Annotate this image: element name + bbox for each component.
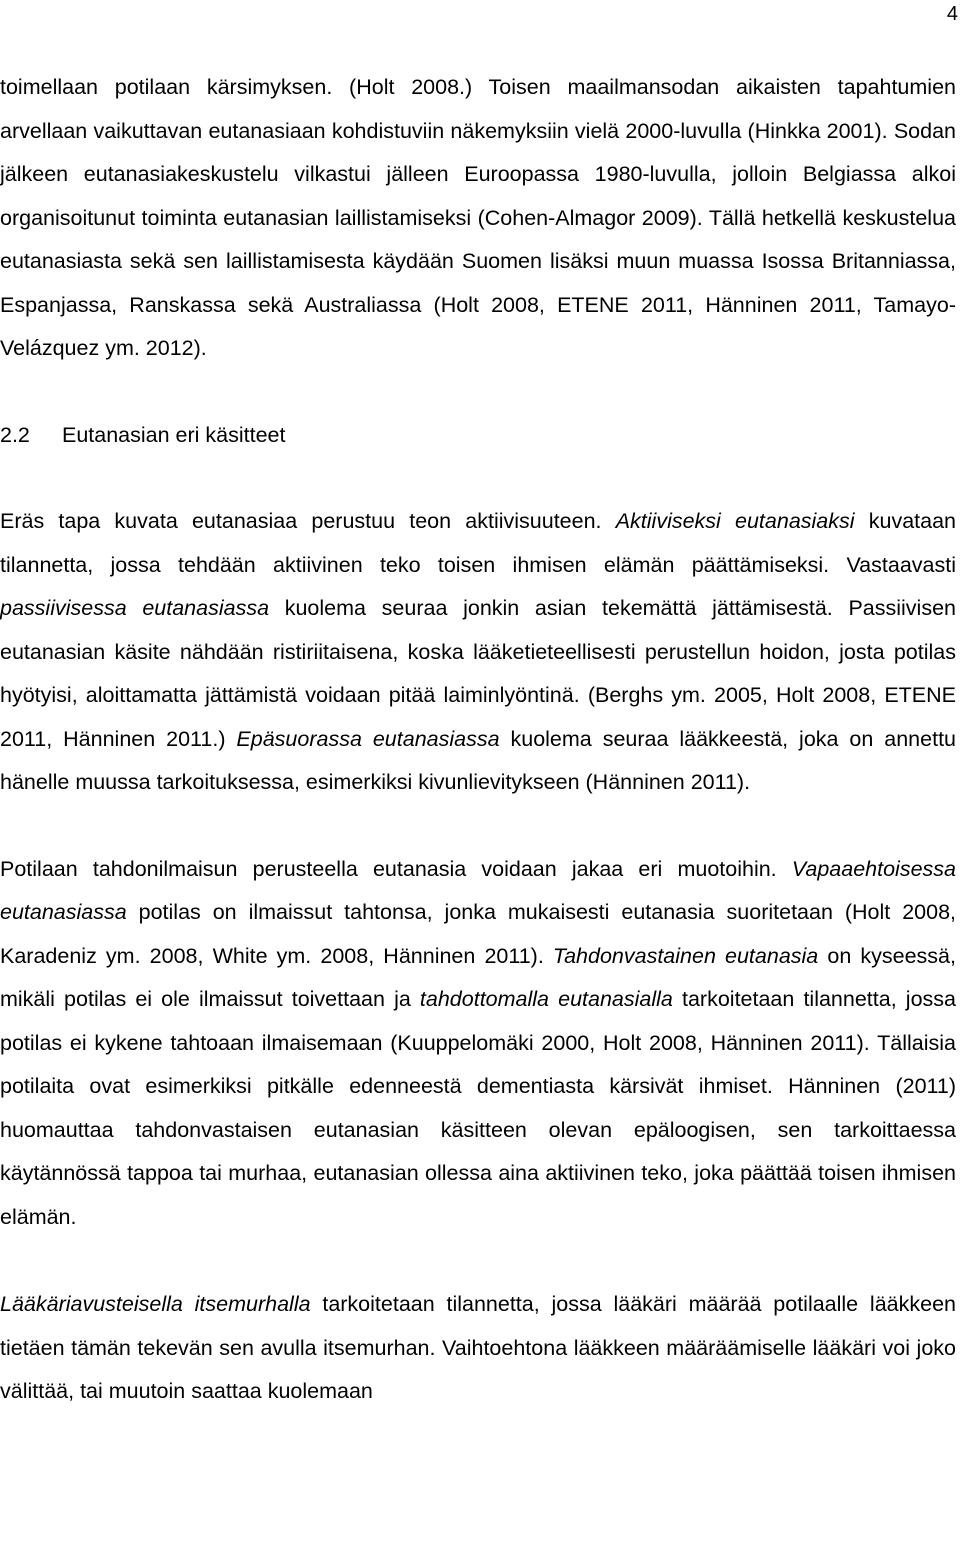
term-passive-euthanasia: passiivisessa eutanasiassa [0, 596, 270, 620]
paragraph-text: kuvataan tilannetta, jossa tehdään aktiivinen teko toisen ihmisen elämän päättämiseksi. Vastaavasti [0, 509, 956, 577]
page-number: 4 [946, 3, 958, 25]
paragraph-text: kuolema seuraa jonkin asian tekemättä jättämisestä. Passiivisen eutanasian käsite nähdään ristiriitaisena, koska lääketieteellisesti perustellun hoidon, josta potilas hyötyisi, aloittamatta jättämistä voidaan pitää laiminlyöntinä. (Berghs ym. 2005, Holt 2008, ETENE 2011, Hänninen 2011.) [0, 596, 956, 751]
paragraph-will [0, 848, 956, 1240]
paragraph-text: kuolema seuraa lääkkeestä, joka on annettu hänelle muussa tarkoituksessa, esimerkiksi kivunlievitykseen (Hänninen 2011). [0, 726, 957, 794]
paragraph-text: tarkoitetaan tilannetta, jossa potilas ei kykene tahtoaan ilmaisemaan (Kuuppelomäki 2000, Holt 2008, Hänninen 2011). Tällaisia potilaita ovat esimerkiksi pitkälle edenneestä dementiasta kärsivät ihmiset. Hänninen (2011) huomauttaa tahdonvastaisen eutanasian käsitteen olevan epäloogisen, sen tarkoittaessa käytännössä tappoa tai murhaa, eutanasian ollessa aina aktiivinen teko, joka päättää toisen ihmisen elämän. [0, 987, 956, 1229]
section-number: 2.2 [0, 422, 30, 447]
term-non-voluntary-euthanasia: tahdottomalla eutanasialla [419, 987, 673, 1011]
term-indirect-euthanasia: Epäsuorassa eutanasiassa [236, 726, 500, 751]
paragraph-text: tarkoitetaan tilannetta, jossa lääkäri määrää potilaalle lääkkeen tietäen tämän tekevän sen avulla itsemurhan. Vaihtoehtona lääkkeen määräämiselle lääkäri voi joko välittää, tai muutoin saattaa kuolemaan [0, 1292, 956, 1403]
paragraph-intro [0, 66, 956, 371]
paragraph-text: toimellaan potilaan kärsimyksen. (Holt 2008.) Toisen maailmansodan aikaisten tapahtumien arvellaan vaikuttavan eutanasiaan kohdistuviin näkemyksiin vielä 2000-luvulla (Hinkka 2001). Sodan jälkeen eutanasiakeskustelu vilkastui jälleen Euroopassa 1980-luvulla, jolloin Belgiassa alkoi organisoitunut toiminta eutanasian laillistamiseksi (Cohen-Almagor 2009). Tällä hetkellä keskustelua eutanasiasta sekä sen laillistamisesta käydään Suomen lisäksi muun muassa Isossa Britanniassa, Espanjassa, Ranskassa sekä Australiassa (Holt 2008, ETENE 2011, Hänninen 2011, Tamayo-Velázquez ym. 2012). [0, 75, 956, 360]
spacer [0, 371, 956, 414]
paragraph-text: Eräs tapa kuvata eutanasiaa perustuu teon aktiivisuuteen. [0, 509, 616, 533]
term-voluntary-euthanasia: Vapaaehtoisessa eutanasiassa [0, 856, 956, 924]
spacer [0, 805, 956, 848]
section-title: Eutanasian eri käsitteet [62, 422, 286, 447]
paragraph-activity [0, 500, 956, 805]
paragraph-text: on kyseessä, mikäli potilas ei ole ilmaissut toivettaan ja [0, 943, 956, 1011]
document-body [0, 66, 956, 1414]
paragraph-text: Potilaan tahdonilmaisun perusteella eutanasia voidaan jakaa eri muotoihin. [0, 856, 792, 881]
section-heading [0, 414, 956, 458]
term-involuntary-euthanasia: Tahdonvastainen eutanasia [552, 943, 819, 968]
spacer [0, 1239, 956, 1283]
spacer [0, 457, 956, 500]
term-physician-assisted-suicide: Lääkäriavusteisella itsemurhalla [0, 1292, 311, 1316]
paragraph-assisted-suicide [0, 1283, 956, 1414]
paragraph-text: potilas on ilmaissut tahtonsa, jonka mukaisesti eutanasia suoritetaan (Holt 2008, Karadeniz ym. 2008, White ym. 2008, Hänninen 2011). [0, 900, 956, 968]
term-active-euthanasia: Aktiiviseksi eutanasiaksi [615, 509, 855, 533]
